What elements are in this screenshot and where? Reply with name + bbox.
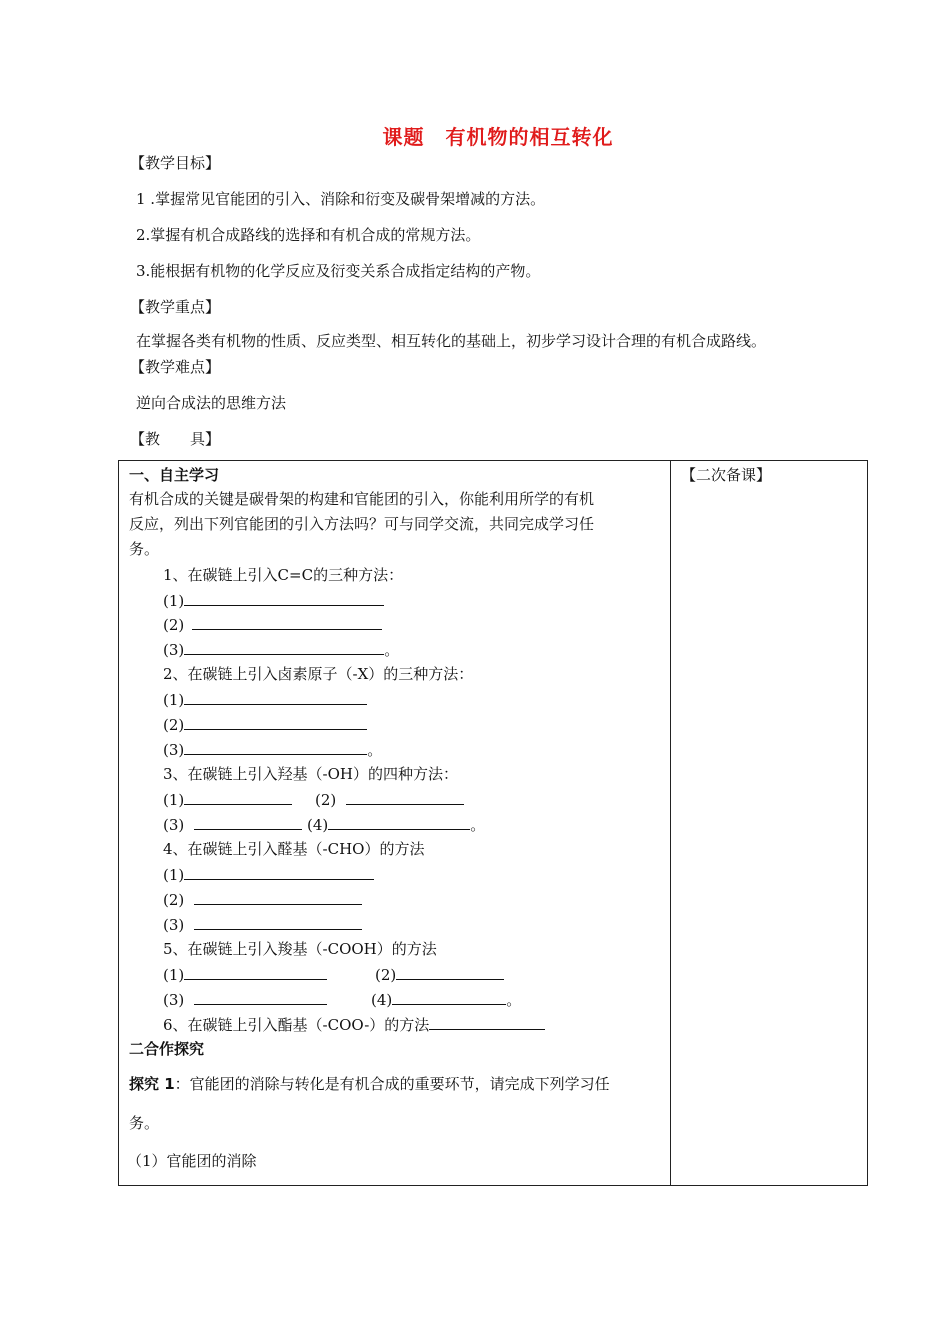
q3-blank-3[interactable] [163, 814, 302, 835]
tools-heading: 【教 具】 [130, 430, 221, 448]
question-4: 4、在碳链上引入醛基（-CHO）的方法 [163, 840, 425, 858]
answer-line [194, 889, 362, 905]
notes-cell [671, 461, 868, 1186]
study-cell [119, 461, 671, 1186]
answer-line [194, 989, 327, 1005]
answer-line [396, 964, 504, 980]
q5-label-3: (3) [163, 991, 185, 1009]
answer-line [184, 864, 374, 880]
answer-line [346, 789, 464, 805]
q4-label-3: (3) [163, 916, 185, 934]
q5-blank-4[interactable] [371, 989, 521, 1010]
question-5: 5、在碳链上引入羧基（-COOH）的方法 [163, 940, 437, 958]
intro-line-1: 有机合成的关键是碳骨架的构建和官能团的引入，你能利用所学的有机 [129, 490, 595, 508]
q3-blank-1[interactable] [163, 789, 292, 810]
question-2: 2、在碳链上引入卤素原子（-X）的三种方法： [163, 665, 474, 683]
q3-label-4: (4) [307, 816, 329, 834]
q1-label-1: (1) [163, 592, 185, 610]
q1-label-3: (3) [163, 641, 185, 659]
q2-blank-1[interactable] [163, 689, 367, 710]
answer-line [184, 964, 327, 980]
part2-heading: 二合作探究 [129, 1040, 205, 1058]
lesson-table [118, 460, 868, 1186]
answer-line [392, 989, 506, 1005]
period: 。 [470, 816, 486, 834]
q4-label-1: (1) [163, 866, 185, 884]
period: 。 [384, 641, 400, 659]
q2-blank-2[interactable] [163, 714, 367, 735]
intro-line-2: 反应，列出下列官能团的引入方法吗？可与同学交流，共同完成学习任 [129, 515, 595, 533]
q4-blank-2[interactable] [163, 889, 362, 910]
answer-line [328, 814, 470, 830]
q3-label-2: (2) [315, 791, 337, 809]
objective-3: 3.能根据有机物的化学反应及衍变关系合成指定结构的产物。 [136, 262, 541, 280]
objective-1: 1 .掌握常见官能团的引入、消除和衍变及碳骨架增减的方法。 [136, 190, 546, 208]
part1-heading: 一、自主学习 [129, 466, 220, 484]
difficulty-heading: 【教学难点】 [130, 358, 221, 376]
q5-label-2: (2) [375, 966, 397, 984]
q2-label-2: (2) [163, 716, 185, 734]
q2-blank-3[interactable] [163, 739, 382, 760]
q3-blank-4[interactable] [307, 814, 485, 835]
q3-label-1: (1) [163, 791, 185, 809]
q3-blank-2[interactable] [315, 789, 464, 810]
difficulty-text: 逆向合成法的思维方法 [136, 394, 287, 412]
answer-line [194, 814, 302, 830]
q5-blank-1[interactable] [163, 964, 327, 985]
q1-blank-3[interactable] [163, 639, 399, 660]
q2-label-3: (3) [163, 741, 185, 759]
key-text: 在掌握各类有机物的性质、反应类型、相互转化的基础上，初步学习设计合理的有机合成路线。 [136, 332, 767, 350]
answer-line [184, 689, 367, 705]
answer-line [184, 789, 292, 805]
period: 。 [367, 741, 383, 759]
q4-blank-1[interactable] [163, 864, 374, 885]
answer-line [184, 714, 367, 730]
explore-line-1 [129, 1074, 610, 1094]
q5-blank-2[interactable] [375, 964, 504, 985]
q3-label-3: (3) [163, 816, 185, 834]
objective-2: 2.掌握有机合成路线的选择和有机合成的常规方法。 [136, 226, 481, 244]
answer-line [184, 590, 384, 606]
question-6-text: 6、在碳链上引入酯基（-COO-）的方法 [163, 1016, 430, 1034]
question-6[interactable] [163, 1014, 545, 1035]
q1-blank-2[interactable] [163, 614, 382, 635]
answer-line [194, 914, 362, 930]
question-1: 1、在碳链上引入C=C的三种方法： [163, 566, 404, 584]
q5-blank-3[interactable] [163, 989, 327, 1010]
explore-line-2: 务。 [129, 1114, 160, 1132]
answer-line [184, 739, 367, 755]
q1-blank-1[interactable] [163, 590, 384, 611]
answer-line [192, 614, 382, 630]
period: 。 [506, 991, 522, 1009]
explore-label: 探究 1 [129, 1075, 175, 1093]
intro-line-3: 务。 [129, 540, 160, 558]
q5-label-4: (4) [371, 991, 393, 1009]
q4-blank-3[interactable] [163, 914, 362, 935]
sub-heading-1: （1）官能团的消除 [127, 1152, 257, 1170]
answer-line [184, 639, 384, 655]
objectives-heading: 【教学目标】 [130, 154, 221, 172]
explore-text: ：官能团的消除与转化是有机合成的重要环节，请完成下列学习任 [174, 1075, 610, 1093]
answer-line [429, 1014, 545, 1030]
q1-label-2: (2) [163, 616, 185, 634]
page-title: 课题 有机物的相互转化 [382, 125, 614, 149]
question-3: 3、在碳链上引入羟基（-OH）的四种方法： [163, 765, 458, 783]
second-prep-heading: 【二次备课】 [681, 466, 772, 484]
key-heading: 【教学重点】 [130, 298, 221, 316]
q5-label-1: (1) [163, 966, 185, 984]
q2-label-1: (1) [163, 691, 185, 709]
q4-label-2: (2) [163, 891, 185, 909]
